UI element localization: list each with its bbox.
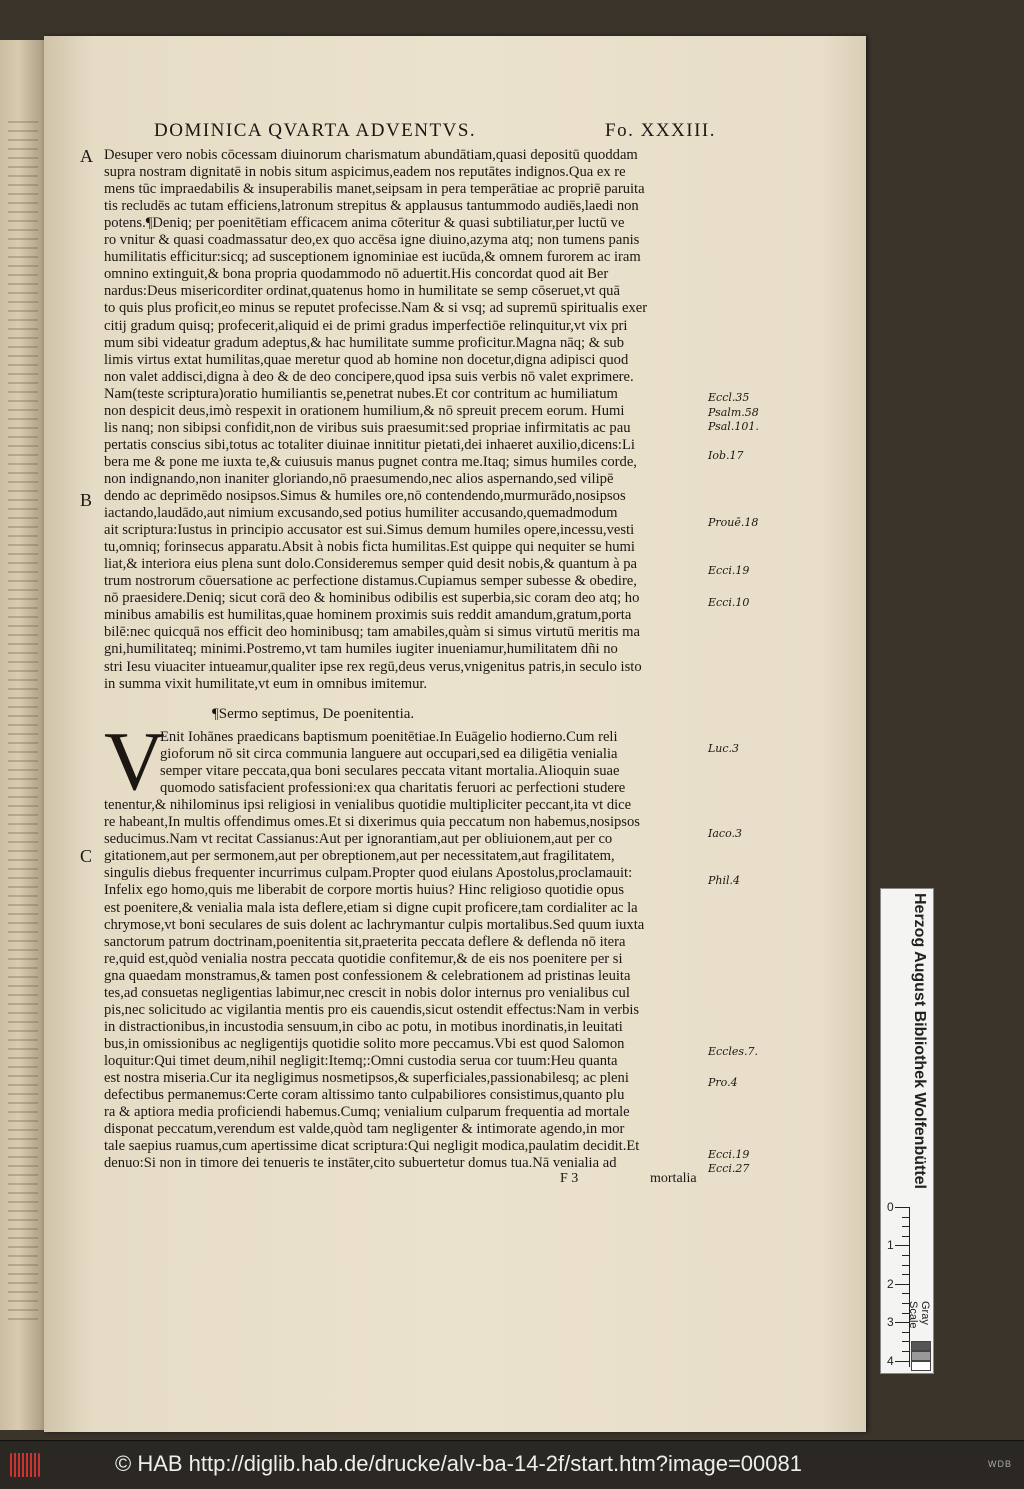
text-line: Nam(teste scriptura)oratio humiliantis se,penetrat nubes.Et cor contritum ac humiliatum: [104, 385, 618, 402]
scale-tick: [895, 1245, 909, 1246]
text-line: humilitatis efficitur:sicq; ad susceptionem ignominiae est iucūda,& omnem furorem ac iram: [104, 249, 641, 266]
text-line: denuo:Si non in timore dei tenueris te instāter,cito subuertetur domus tua.Nā venialia ad: [104, 1155, 617, 1172]
catchword: mortalia: [650, 1171, 697, 1186]
text-line: disponat peccatum,verendum est valde,quòd tam negligenter & intimorate agendo,in mor: [104, 1121, 625, 1138]
text-line: gitationem,aut per sermonem,aut per obreptionem,aut per necessitatem,aut fragilitatem,: [104, 848, 615, 865]
scale-tick: [902, 1341, 909, 1342]
text-line: omnino extinguit,& bona propria quodammodo nō aduertit.His concordat quod ait Ber: [104, 266, 609, 283]
scale-number: 4: [887, 1353, 894, 1368]
section-letter-b: B: [80, 490, 93, 510]
scale-tick: [902, 1255, 909, 1256]
text-line: tis recludēs ac tutam efficiens,latronum strepitus & applausus tantummodo audiēs,laedi non: [104, 198, 639, 215]
text-line: Enit Iohānes praedicans baptismum poenitētiae.In Euāgelio hodierno.Cum reli: [160, 729, 618, 745]
margin-note: Psal.101.: [708, 420, 759, 433]
text-line: semper vitare peccata,qua boni seculares peccata vitant mortalia.Alioquin suae: [160, 763, 620, 780]
gray-swatch: [911, 1341, 931, 1351]
scale-tick: [902, 1265, 909, 1266]
margin-note: Ecci.27: [708, 1162, 750, 1175]
text-line: bera me & pone me iuxta te,& cuiusuis manus pugnet contra me.Itaq; simus humiles corde,: [104, 453, 637, 470]
text-line: non valet addisci,digna à deo & de deo concipere,quod ipsa suis verbis nō valet exprimere.: [104, 368, 634, 385]
margin-note: Prouē.18: [708, 516, 759, 529]
scale-number: 1: [887, 1238, 894, 1253]
text-line: non indignando,non inaniter gloriando,nō praesumendo,nec alios aspernando,sed vilipē: [104, 470, 614, 487]
text-line: mum sibi videatur gradum adeptus,& hac humilitate summe proficitur.Magna nāq; & sub: [104, 334, 625, 351]
margin-note: Phil.4: [708, 874, 741, 887]
text-line: ait scriptura:Iustus in principio accusator est sui.Simus demum humiles opere,incessu,vesti: [104, 522, 635, 539]
text-line: limis virtus extat humilitas,quae meretur quod ab homine non docetur,digna adipisci quod: [104, 351, 629, 368]
scale-tick: [902, 1217, 909, 1218]
text-line: bus,in omissionibus ac negligentijs quotidie solito more peccamus.Vbi est quod Salomon: [104, 1035, 625, 1052]
text-line: in summa vixit humilitate,vt eum in omnibus imitemur.: [104, 675, 428, 692]
scale-number: 0: [887, 1200, 894, 1214]
scale-tick: [895, 1207, 909, 1208]
scale-tick: [902, 1226, 909, 1227]
margin-note: Ecci.19: [708, 1148, 750, 1161]
text-line: est nostra miseria.Cur ita negligimus nosmetipsos,& superficiales,passionabilesq; ac pleni: [104, 1070, 629, 1086]
text-line: quomodo satisfacient professioni:ex qua charitatis feruori ac perfectioni studere: [160, 780, 626, 797]
margin-note: Eccles.7.: [708, 1045, 759, 1058]
text-line: tes,ad consuetas negligentias labimur,nec crescit in nobis dolor internus pro venialibus cul: [104, 984, 630, 1001]
folio-number: Fo. XXXIII.: [605, 120, 716, 141]
footer-bar: [0, 1440, 1024, 1489]
text-line: liat,& interiora eius plena sunt dolo.Consideremus semper quid desit nobis,& quantum à pa: [104, 556, 637, 573]
text-line: est poenitere,& venialia mala ista deflere,etiam si digne cupit proficere,tam cordialiter ac la: [104, 899, 638, 916]
text-line: tenentur,& nihilominus ipsi religiosi in venialibus quotidie multipliciter peccant,ita vt dice: [104, 797, 632, 814]
scale-number: 2: [887, 1276, 894, 1291]
margin-note: Luc.3: [708, 742, 740, 755]
margin-note: Iaco.3: [708, 827, 742, 840]
text-line: Infelix ego homo,quis me liberabit de corpore mortis huius? Hinc religioso quotidie opus: [104, 882, 625, 899]
text-line: potens.¶Deniq; per poenitētiam efficacem anima cōteritur & quasi subtiliatur,per luctū ve: [104, 215, 625, 232]
text-line: mens tūc impraedabilis & insuperabilis manet,seipsam in pera temperātiae ac propriē paruita: [104, 181, 645, 198]
section-letter-c: C: [80, 846, 93, 866]
text-line: minibus amabilis est humilitas,quae hominem proximis suis reddit amandum,gratum,porta: [104, 607, 632, 624]
text-line: re habeant,In multis offendimus omes.Et si dixerimus quia peccatum non habemus,nosipsos: [104, 814, 640, 831]
text-line: bilē:nec quicquā nos efficit deo hominibusq; tam amabiles,quàm si simus virtutū meritis ma: [104, 624, 640, 641]
cm-scale: [883, 1200, 910, 1368]
text-line: singulis diebus frequenter incurrimus culpam.Propter quod eiulans Apostolus,proclamauit:: [104, 865, 633, 882]
section-letter-a: A: [80, 146, 93, 166]
text-line: dendo ac deprimēdo nosipsos.Simus & humiles ore,nō contendendo,murmurādo,nosipsos: [104, 488, 626, 504]
left-page-edge: [0, 40, 48, 1430]
text-line: defectibus permanemus:Certe coram altissimo tanto culpabiliores consistimus,quanto plu: [104, 1087, 625, 1104]
margin-note: Psalm.58: [708, 406, 759, 419]
wdb-tag: WDB: [988, 1459, 1012, 1469]
scale-tick: [902, 1236, 909, 1237]
margin-note: Eccl.35: [708, 391, 750, 404]
text-line: seducimus.Nam vt recitat Cassianus:Aut per ignorantiam,aut per obliuionem,aut per co: [104, 831, 613, 848]
hab-logo-icon: [10, 1453, 40, 1477]
text-line: Desuper vero nobis cōcessam diuinorum charismatum abundātiam,quasi depositū quoddam: [104, 147, 638, 163]
text-line: ra & aptiora media proficiendi habemus.Cumq; venialium culparum frequentia ad mortale: [104, 1104, 630, 1121]
library-name: Herzog August Bibliothek Wolfenbüttel: [911, 893, 928, 1189]
color-ruler: [880, 888, 934, 1374]
gray-swatches: [911, 1341, 931, 1371]
scale-tick: [895, 1284, 909, 1285]
margin-note: Ecci.10: [708, 596, 750, 609]
footer-copyright-link[interactable]: © HAB http://diglib.hab.de/drucke/alv-ba-14-2f/start.htm?image=00081: [115, 1451, 802, 1476]
gray-scale-label: Gray Scale: [907, 1301, 931, 1329]
text-line: pis,nec solicitudo ac vigilantia mentis pro eis cauendis,sicut ostendit effectus:Nam in verbis: [104, 1001, 640, 1018]
text-line: non despicit deus,imò respexit in orationem humilium,& nō spreuit precem eorum. Humi: [104, 402, 625, 419]
text-line: gni,humilitateq; minimi.Postremo,vt tam humiles iugiter inueniamur,humilitatem dñi no: [104, 641, 618, 658]
margin-note: Pro.4: [708, 1076, 738, 1089]
text-line: gna quaedam monstramus,& tamen post confessionem & celebrationem ad pristinas leuita: [104, 967, 631, 984]
drop-capital: V: [104, 715, 165, 808]
margin-note: Iob.17: [708, 449, 744, 462]
text-line: sanctorum patrum doctrinam,poenitentia sit,praeterita peccata deflere & deflenda nō itera: [104, 933, 626, 950]
text-line: gioforum nō sit circa communia languere aut occupari,sed ea diligētia venialia: [160, 746, 618, 763]
scale-tick: [902, 1293, 909, 1294]
text-line: chrymose,vt boni seculares de suis dolent ac lachrymantur culpis mortalibus.Sed quum iuxta: [104, 916, 645, 933]
text-line: trum nostrorum cōuersatione ac perfectione distamus.Cupiamus semper subesse & obedire,: [104, 573, 637, 590]
gray-swatch: [911, 1351, 931, 1361]
text-line: nardus:Deus misericorditer ordinat,quatenus homo in humilitate se semp cōseruet,vt quā: [104, 283, 620, 300]
text-line: tale saepius ruamus,cum apertissime dicat scriptura:Qui negligit modica,paulatim decidit.Et: [104, 1138, 640, 1155]
text-line: re,quid est,quòd venialia nostra peccata quotidie confitemur,& de eis nos poenitere per si: [104, 950, 623, 967]
text-line: ro vnitur & quasi coadmassatur deo,ex quo accēsa igne diuino,azyma atq; non tumens panis: [104, 232, 640, 249]
text-line: to quis plus proficit,eo minus se reputet profecisse.Nam & si vsq; ad supremū spiritualis exer: [104, 300, 648, 317]
text-line: stri Iesu viuaciter intueamur,qualiter ipse rex regū,deus verus,vnigenitus patris,in seculo isto: [104, 658, 642, 675]
text-line: supra nostram dignitatē in nobis situm aspicimus,eadem nos reputātes indignos.Qua ex re: [104, 164, 626, 181]
gray-swatch: [911, 1361, 931, 1371]
margin-note: Ecci.19: [708, 564, 750, 577]
sermon-heading: ¶Sermo septimus, De poenitentia.: [212, 706, 415, 722]
scale-tick: [902, 1332, 909, 1333]
signature-mark: F 3: [560, 1171, 579, 1186]
text-line: citij gradum quisq; profecerit,aliquid ei de primi gradus imperfectiōe relinquitur,vt vix pri: [104, 317, 628, 334]
text-line: iactando,laudādo,aut nimium excusando,sed potius humiliter accusando,quemadmodum: [104, 505, 618, 522]
running-head-title: DOMINICA QVARTA ADVENTVS.: [154, 120, 477, 141]
scale-number: 3: [887, 1315, 894, 1330]
scale-tick: [902, 1274, 909, 1275]
text-line: tu,omniq; forinsecus apparatu.Absit à nobis ficta humilitas.Est quippe qui nequiter se humi: [104, 539, 635, 556]
scale-tick: [895, 1361, 909, 1362]
text-line: nō praesidere.Deniq; sicut corā deo & hominibus odibilis est superbia,sic coram deo atq; ho: [104, 590, 640, 607]
text-line: in distractionibus,in incustodia sensuum,in cibo ac potu, in motibus inordinatis,in leuitati: [104, 1018, 623, 1035]
running-head: [104, 120, 716, 146]
text-line: pertatis conscius sibi,totus ac totaliter diuinae innititur pietati,dei inhaeret auxilio,dicens:Li: [104, 436, 635, 453]
text-line: loquitur:Qui timet deum,nihil negligit:Itemq;:Omni custodia serua cor tuum:Heu quanta: [104, 1052, 618, 1069]
scale-tick: [902, 1351, 909, 1352]
text-line: lis nanq; non sibipsi confidit,non de viribus suis praesumit:sed propriae infirmitatis ac pau: [104, 419, 631, 436]
